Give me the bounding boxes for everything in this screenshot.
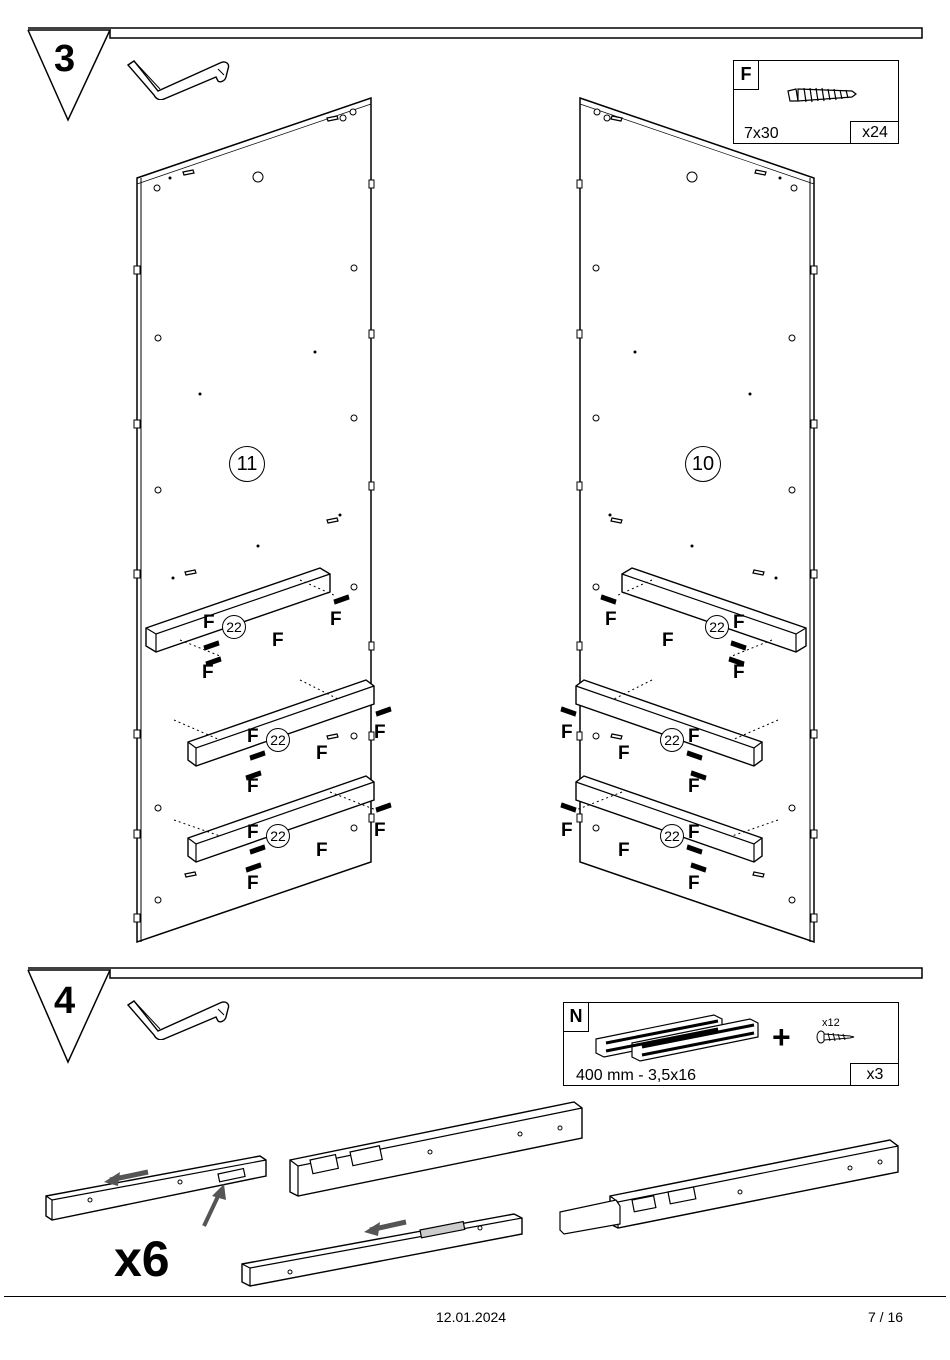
allen-key-icon: [120, 995, 230, 1040]
fastener-callout: F: [561, 820, 573, 841]
fastener-callout: F: [561, 722, 573, 743]
fastener-size: 7x30: [744, 125, 779, 142]
rail-id-circle: [705, 615, 729, 639]
fastener-callout: F: [203, 612, 215, 633]
fastener-callout: F: [605, 609, 617, 630]
fastener-callout: F: [247, 726, 259, 747]
panel-11-label: 11: [236, 453, 258, 475]
fastener-callout: F: [374, 820, 386, 841]
fastener-callout: F: [247, 873, 259, 894]
quantity-multiplier: x6: [114, 1231, 170, 1287]
fastener-callout: F: [662, 630, 674, 651]
footer-rule: [4, 1296, 946, 1297]
step-4-number: 4: [54, 980, 76, 1022]
rail-id-circle: [660, 728, 684, 752]
slide-size: 400 mm - 3,5x16: [576, 1067, 697, 1084]
slide-n-box: [563, 1002, 899, 1086]
rail-id-circle: [660, 824, 684, 848]
fastener-code: F: [734, 61, 759, 90]
right-rails: [550, 560, 820, 900]
rail-id-label: 22: [270, 732, 286, 748]
rail-id-label: 22: [226, 619, 242, 635]
fastener-callout: F: [202, 662, 214, 683]
plus-sign: +: [772, 1019, 791, 1055]
slide-qty: x3: [850, 1063, 899, 1086]
rail-id-label: 22: [664, 732, 680, 748]
fastener-qty: x24: [850, 121, 899, 144]
footer-date: 12.01.2024: [436, 1309, 507, 1325]
wood-screw-icon: [816, 1029, 856, 1045]
fastener-callout: F: [618, 743, 630, 764]
screw-qty: x12: [822, 1017, 840, 1029]
panel-10-label: 10: [691, 453, 715, 475]
fastener-callout: F: [733, 662, 745, 683]
fastener-callout: F: [272, 630, 284, 651]
footer-page-number: 7 / 16: [868, 1309, 904, 1325]
fastener-callout: F: [688, 776, 700, 797]
rail-id-label: 22: [664, 828, 680, 844]
rail-id-circle: [222, 615, 246, 639]
fastener-callout: F: [247, 822, 259, 843]
fastener-callout: F: [316, 743, 328, 764]
drawer-slide-icon: [594, 1007, 764, 1067]
panel-10-id: [685, 446, 721, 482]
rail-id-circle: [266, 728, 290, 752]
fastener-callout: F: [247, 776, 259, 797]
fastener-callout: F: [374, 722, 386, 743]
rail-id-label: 22: [270, 828, 286, 844]
fastener-callout: F: [688, 822, 700, 843]
rail-id-circle: [266, 824, 290, 848]
fastener-callout: F: [618, 840, 630, 861]
fastener-callout: F: [330, 609, 342, 630]
step-3-number: 3: [54, 38, 76, 80]
drawer-slide-assembly: [40, 1096, 910, 1296]
fastener-callout: F: [316, 840, 328, 861]
fastener-callout: F: [733, 612, 745, 633]
panel-11-id: [229, 446, 265, 482]
fastener-callout: F: [688, 726, 700, 747]
slide-code: N: [564, 1003, 589, 1032]
fastener-callout: F: [688, 873, 700, 894]
rail-id-label: 22: [709, 619, 725, 635]
